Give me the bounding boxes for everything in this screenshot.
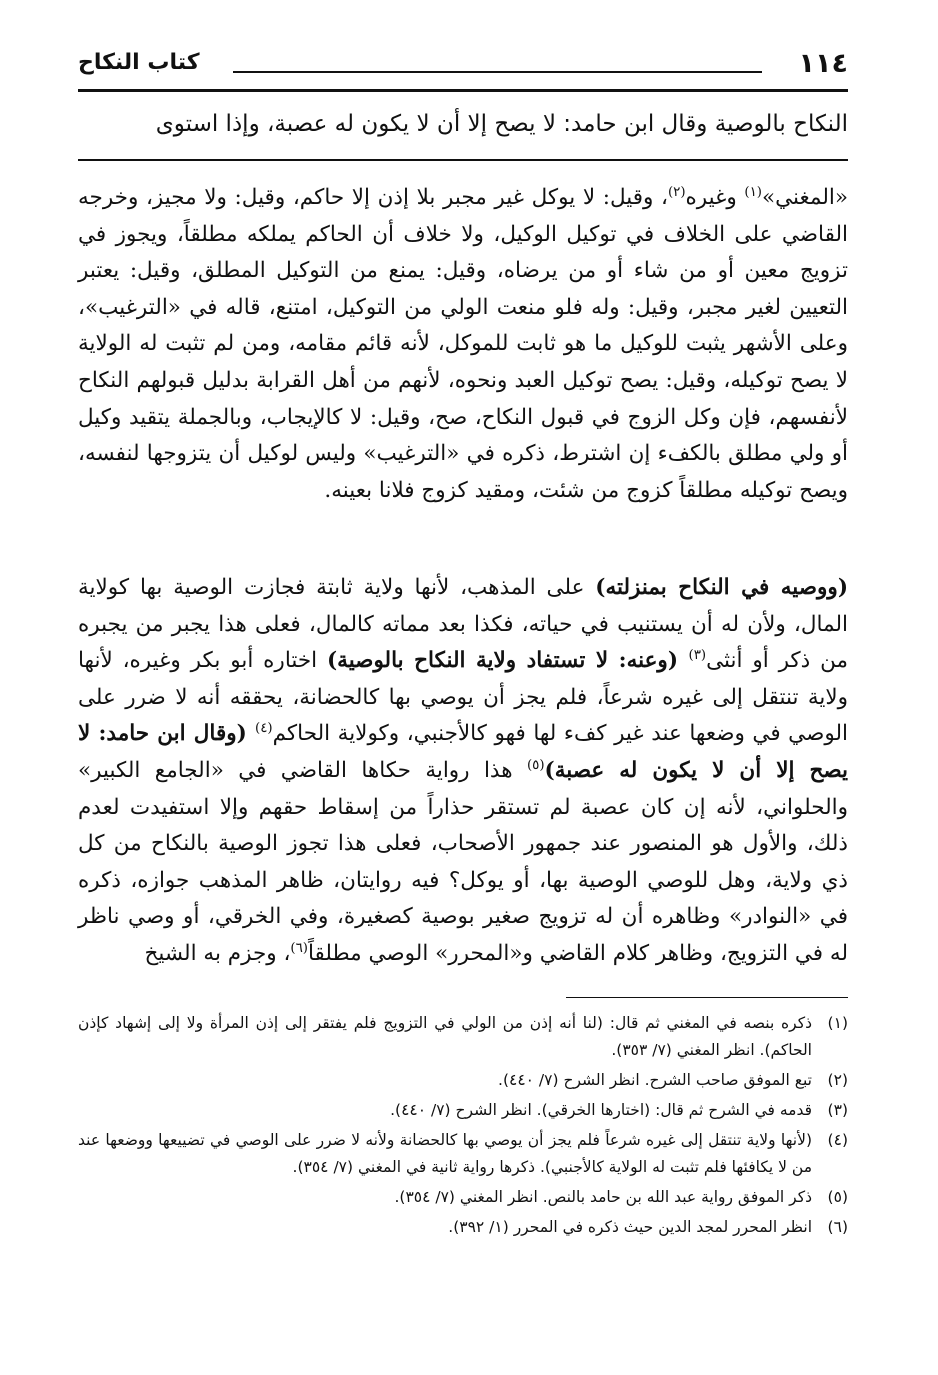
footnotes [78, 1010, 848, 1244]
footnote-item [78, 1214, 848, 1241]
footnote-number: (١) [827, 1014, 848, 1032]
footnote-number: (٤) [827, 1131, 848, 1149]
matn-quote: (وقال ابن حامد: لا يصح إلا أن لا يكون له عصبة) [78, 721, 848, 783]
footnote-number: (٦) [827, 1218, 848, 1236]
footnote-item [78, 1010, 848, 1064]
text-run: ، وقيل: لا يوكل غير مجبر بلا إذن إلا حاكم، وقيل: ولا مجيز، وخرجه القاضي على الخلاف في توكيل الوكيل، ولا خلاف أن الحاكم يملكه مطلقاً، ويجوز في تزويج معين أو من شاء أو من يرضاه، وقيل: يمنع من التوكيل المطلق، وقيل: يعتبر التعيين لغير مجبر، وقيل: وله فلو منعت الولي من التوكيل، امتنع، قاله في «الترغيب»، وعلى الأشهر يثبت للوكيل ما هو ثابت للموكل، لأنه قائم مقامه، ومن لم تثبت له الولاية لا يصح توكيله، وقيل: يصح توكيل العبد ونحوه، لأنهم من أهل القرابة بدليل قبولهم النكاح لأنفسهم، فإن وكل الزوج في قبول النكاح، صح، وقيل: لا كالإيجاب، وبالجملة يتقيد وكيل أو ولي مطلق بالكفء إن اشترط، ذكره في «الترغيب» وليس لوكيل أن يتزوجها لنفسه، ويصح توكيله مطلقاً كزوج من شئت، ومقيد كزوج فلانا بعينه. [78, 185, 848, 503]
footnote-number: (٢) [827, 1071, 848, 1089]
footnote-text: قدمه في الشرح ثم قال: (اختارها الخرقي). انظر الشرح (٧/ ٤٤٠). [390, 1101, 812, 1119]
footnote-divider [566, 997, 848, 998]
footnote-text: انظر المحرر لمجد الدين حيث ذكره في المحرر (١/ ٣٩٢). [448, 1218, 812, 1236]
footnote-ref[interactable]: (١) [744, 184, 762, 200]
footnote-ref[interactable]: (٤) [255, 721, 273, 737]
footnote-text: تبع الموفق صاحب الشرح. انظر الشرح (٧/ ٤٤٠). [498, 1071, 812, 1089]
matn-quote: (وعنه: لا تستفاد ولاية النكاح بالوصية) [327, 648, 689, 674]
header-rule [233, 71, 762, 73]
text-run: «المغني» [761, 185, 849, 210]
footnote-item [78, 1127, 848, 1181]
footnote-ref[interactable]: (٢) [667, 184, 686, 200]
commentary-paragraph-1 [78, 180, 848, 509]
footnote-ref[interactable]: (٦) [290, 940, 308, 956]
footnote-ref[interactable]: (٣) [688, 648, 707, 664]
running-title: كتاب النكاح [78, 50, 200, 75]
page-number: ١١٤ [798, 48, 848, 79]
footnote-number: (٣) [827, 1101, 848, 1119]
text-run: اختاره أبو بكر وغيره، لأنها ولاية تنتقل إلى غيره شرعاً، فلم يجز أن يوصي بها كالحضانة، يحققه أنه لا ضرر على الوصي في وضعها عند غير كفء لها فهو كالأجنبي، وكولاية الحاكم [78, 648, 848, 747]
footnote-text: ذكر الموفق رواية عبد الله بن حامد بالنص. انظر المغني (٧/ ٣٥٤). [394, 1188, 812, 1206]
text-run: وغيره [685, 185, 745, 210]
matn-quote: (ووصيه في النكاح بمنزلته) [595, 575, 848, 600]
footnote-item [78, 1097, 848, 1124]
matn-divider [78, 159, 848, 161]
running-header [78, 48, 848, 82]
footnote-text: (لأنها ولاية تنتقل إلى غيره شرعاً فلم يجز أن يوصي بها كالحضانة ولأنه لا ضرر على الوصي في تضييعها ووضعها عند من لا يكافئها فلم تثبت له الولاية كالأجنبي). ذكرها رواية ثانية في المغني (٧/ ٣٥٤). [78, 1131, 812, 1176]
footnote-text: ذكره بنصه في المغني ثم قال: (لنا أنه إذن من الولي في التزويج فلم يفتقر إلى إذن المرأة ولا إلى إشهاد كإذن الحاكم). انظر المغني (٧/ ٣٥٣). [78, 1014, 812, 1059]
text-run: على المذهب، لأنها ولاية ثابتة فجازت الوصية بها كولاية المال، ولأن له أن يستنيب في حياته، فكذا بعد مماته كالمال، فعلى هذا يجبر من يجبره من ذكر أو أنثى [78, 575, 848, 674]
text-run: هذا رواية حكاها القاضي في «الجامع الكبير» والحلواني، لأنه إن كان عصبة لم تستقر حذاراً من إسقاط حقهم وإلا استفيدت لعدم ذلك، والأول هو المنصور عند جمهور الأصحاب، فعلى هذا تجوز الوصية بالنكاح من كل ذي ولاية، وهل للوصي الوصية بها، أو يوكل؟ فيه روايتان، ظاهر المذهب جوازه، ذكره في «النوادر» وظاهره أن له تزويج صغير بوصية كصغيرة، وفي الخرقي، أو وصي ناظر له في التزويج، وظاهر كلام القاضي و«المحرر» الوصي مطلقاً [78, 757, 848, 966]
footnote-item [78, 1067, 848, 1094]
footnote-number: (٥) [827, 1188, 848, 1206]
footnote-item [78, 1184, 848, 1211]
matn-text: النكاح بالوصية وقال ابن حامد: لا يصح إلا أن لا يكون له عصبة، وإذا استوى [155, 111, 848, 137]
footnote-ref[interactable]: (٥) [526, 757, 545, 773]
header-divider [78, 89, 848, 92]
commentary-paragraph-2 [78, 570, 848, 973]
text-run: ، وجزم به الشيخ [144, 940, 291, 966]
